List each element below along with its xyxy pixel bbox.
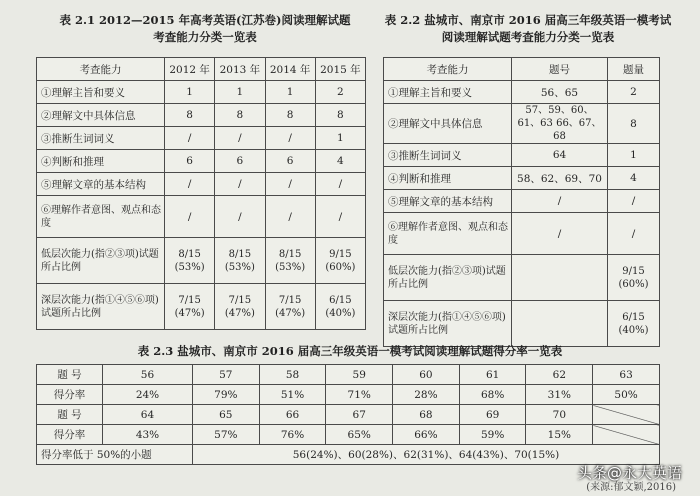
t1-cell: 8/15 (53%) <box>165 238 215 284</box>
t3-rate: 24% <box>103 385 193 405</box>
t2-cell-count: / <box>608 190 660 213</box>
t3-rate: 15% <box>526 425 593 445</box>
t3-rate: 76% <box>259 425 326 445</box>
t1-cell: 7/15 (47%) <box>265 284 315 330</box>
t1-cell: / <box>315 173 365 196</box>
t3-low-score-label: 得分率低于 50%的小题 <box>37 445 193 465</box>
t1-cell: 1 <box>315 127 365 150</box>
t3-rate: 43% <box>103 425 193 445</box>
t3-rate: 65% <box>326 425 393 445</box>
t3-question: 68 <box>393 405 460 425</box>
table-row <box>384 301 660 347</box>
table-row <box>37 104 366 127</box>
t3-rate: 79% <box>192 385 259 405</box>
t2-cell-count: 1 <box>608 144 660 167</box>
table-row <box>37 445 660 465</box>
t3-question: 66 <box>259 405 326 425</box>
t1-header-2015: 2015 年 <box>315 58 365 81</box>
t1-cell: 8 <box>165 104 215 127</box>
t3-rate: 71% <box>326 385 393 405</box>
t1-cell: / <box>215 196 265 238</box>
t1-cell: 4 <box>315 150 365 173</box>
t3-low-score-value: 56(24%)、60(28%)、62(31%)、64(43%)、70(15%) <box>192 445 659 465</box>
t1-cell: 2 <box>315 81 365 104</box>
t1-cell: 8 <box>315 104 365 127</box>
t1-cell: 7/15 (47%) <box>215 284 265 330</box>
t3-question: 70 <box>526 405 593 425</box>
t3-rate: 28% <box>393 385 460 405</box>
t3-question: 58 <box>259 365 326 385</box>
t1-row-label: 深层次能力(指①④⑤⑥项)试题所占比例 <box>37 284 165 330</box>
t1-row-label: ⑤理解文章的基本结构 <box>37 173 165 196</box>
table-row <box>37 365 660 385</box>
table-row <box>37 150 366 173</box>
t3-question: 62 <box>526 365 593 385</box>
table-row <box>384 190 660 213</box>
t2-row-label: ①理解主旨和要义 <box>384 81 512 104</box>
t1-row-label: 低层次能力(指②③项)试题所占比例 <box>37 238 165 284</box>
table-row <box>37 81 366 104</box>
t1-row-label: ①理解主旨和要义 <box>37 81 165 104</box>
t2-cell-numbers: 57、59、60、61、63 66、67、68 <box>512 104 608 144</box>
t1-header-2013: 2013 年 <box>215 58 265 81</box>
source-note: (来源:郁文颖,2016) <box>586 482 676 493</box>
t1-cell: / <box>165 196 215 238</box>
table-2-3 <box>36 364 660 465</box>
t1-cell: / <box>165 127 215 150</box>
t2-cell-count: 8 <box>608 104 660 144</box>
t3-rate: 51% <box>259 385 326 405</box>
t1-cell: 7/15 (47%) <box>165 284 215 330</box>
table-row <box>384 255 660 301</box>
t1-row-label: ②理解文中具体信息 <box>37 104 165 127</box>
t2-cell-numbers <box>512 255 608 301</box>
t1-cell: 9/15 (60%) <box>315 238 365 284</box>
table-row <box>37 127 366 150</box>
t3-question: 69 <box>459 405 526 425</box>
t3-empty-cell <box>593 405 660 425</box>
t1-cell: / <box>165 173 215 196</box>
table-row <box>37 405 660 425</box>
t2-row-label: ⑤理解文章的基本结构 <box>384 190 512 213</box>
t2-header-numbers: 题号 <box>512 58 608 81</box>
t1-cell: 8/15 (53%) <box>215 238 265 284</box>
table-row <box>37 425 660 445</box>
t1-row-label: ③推断生词词义 <box>37 127 165 150</box>
t3-question: 64 <box>103 405 193 425</box>
t3-question: 57 <box>192 365 259 385</box>
table-row <box>37 196 366 238</box>
t2-cell-numbers: / <box>512 190 608 213</box>
t1-cell: 6 <box>165 150 215 173</box>
table-2-1-caption-line1: 表 2.1 2012—2015 年高考英语(江苏卷)阅读理解试题 <box>59 13 351 27</box>
t2-row-label: 深层次能力(指①④⑤⑥项)试题所占比例 <box>384 301 512 347</box>
t1-cell: 8 <box>265 104 315 127</box>
table-row <box>37 385 660 405</box>
table-row <box>37 173 366 196</box>
t2-cell-count: 9/15 (60%) <box>608 255 660 301</box>
table-2-2-caption-line1: 表 2.2 盐城市、南京市 2016 届高三年级英语一模考试 <box>384 13 672 27</box>
t1-cell: / <box>265 173 315 196</box>
t2-row-label: 低层次能力(指②③项)试题所占比例 <box>384 255 512 301</box>
t2-cell-numbers: / <box>512 213 608 255</box>
t1-row-label: ⑥理解作者意图、观点和态度 <box>37 196 165 238</box>
t3-question: 59 <box>326 365 393 385</box>
t1-cell: 6 <box>215 150 265 173</box>
t3-question: 63 <box>593 365 660 385</box>
table-row <box>384 144 660 167</box>
t2-row-label: ⑥理解作者意图、观点和态度 <box>384 213 512 255</box>
t1-cell: 1 <box>165 81 215 104</box>
table-2-1-caption-line2: 考查能力分类一览表 <box>153 30 257 44</box>
t3-label-question: 题 号 <box>37 405 103 425</box>
table-row <box>37 284 366 330</box>
t3-rate: 68% <box>459 385 526 405</box>
t2-cell-count: 4 <box>608 167 660 190</box>
t2-cell-count: / <box>608 213 660 255</box>
t1-cell: 1 <box>215 81 265 104</box>
table-row <box>384 167 660 190</box>
t3-rate: 31% <box>526 385 593 405</box>
t3-question: 56 <box>103 365 193 385</box>
t3-rate: 50% <box>593 385 660 405</box>
t2-row-label: ③推断生词词义 <box>384 144 512 167</box>
table-2-3-caption: 表 2.3 盐城市、南京市 2016 届高三年级英语一模考试阅读理解试题得分率一览表 <box>137 344 563 358</box>
t3-rate: 66% <box>393 425 460 445</box>
watermark-text: 头条@永大英语 <box>576 464 682 482</box>
t3-empty-cell <box>593 425 660 445</box>
t1-cell: / <box>215 127 265 150</box>
t1-cell: 8/15 (53%) <box>265 238 315 284</box>
t1-header-ability: 考查能力 <box>37 58 165 81</box>
t3-question: 65 <box>192 405 259 425</box>
t2-cell-numbers: 64 <box>512 144 608 167</box>
table-2-2-caption-line2: 阅读理解试题考查能力分类一览表 <box>441 30 615 44</box>
table-2-1 <box>36 57 366 330</box>
t1-header-2012: 2012 年 <box>165 58 215 81</box>
t1-cell: 6/15 (40%) <box>315 284 365 330</box>
t2-row-label: ④判断和推理 <box>384 167 512 190</box>
t2-cell-count: 6/15 (40%) <box>608 301 660 347</box>
t2-cell-numbers <box>512 301 608 347</box>
t3-label-rate: 得分率 <box>37 425 103 445</box>
t2-cell-count: 2 <box>608 81 660 104</box>
t2-cell-numbers: 58、62、69、70 <box>512 167 608 190</box>
t1-row-label: ④判断和推理 <box>37 150 165 173</box>
t2-header-count: 题量 <box>608 58 660 81</box>
table-row <box>384 213 660 255</box>
t3-question: 60 <box>393 365 460 385</box>
t3-label-question: 题 号 <box>37 365 103 385</box>
t2-cell-numbers: 56、65 <box>512 81 608 104</box>
table-row <box>384 104 660 144</box>
t2-header-ability: 考查能力 <box>384 58 512 81</box>
t3-rate: 59% <box>459 425 526 445</box>
t2-row-label: ②理解文中具体信息 <box>384 104 512 144</box>
t3-question: 61 <box>459 365 526 385</box>
t1-cell: 1 <box>265 81 315 104</box>
t1-cell: / <box>215 173 265 196</box>
watermark <box>577 462 682 483</box>
table-2-2-caption <box>378 12 678 46</box>
t1-cell: 8 <box>215 104 265 127</box>
t1-cell: 6 <box>265 150 315 173</box>
t3-rate: 57% <box>192 425 259 445</box>
table-row <box>384 81 660 104</box>
t3-question: 67 <box>326 405 393 425</box>
t3-label-rate: 得分率 <box>37 385 103 405</box>
t1-cell: / <box>265 196 315 238</box>
table-2-2 <box>383 57 660 347</box>
t1-cell: / <box>265 127 315 150</box>
table-row <box>37 238 366 284</box>
t1-header-2014: 2014 年 <box>265 58 315 81</box>
table-2-1-caption <box>30 12 380 46</box>
t1-cell: / <box>315 196 365 238</box>
